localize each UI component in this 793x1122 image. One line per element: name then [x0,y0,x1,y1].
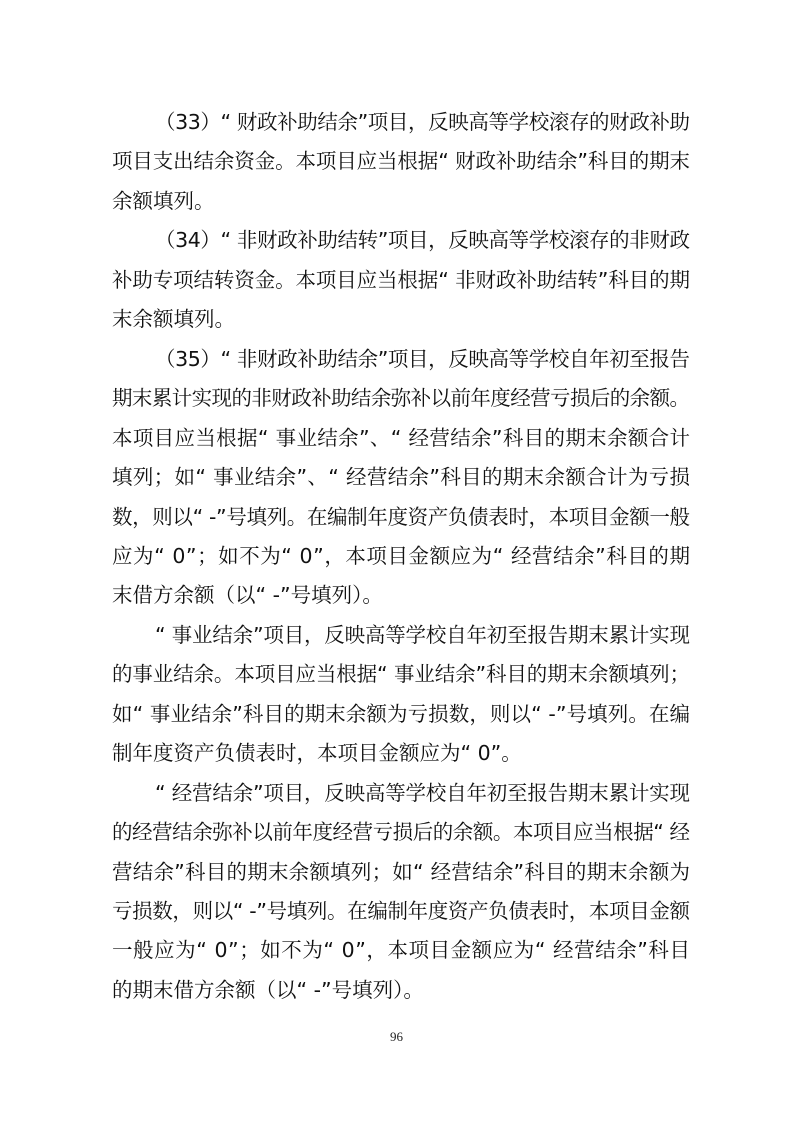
text-line-content: 制年度资产负债表时，本项目金额应为“ 0”。 [112,741,522,765]
text-line-content: （33）“ 财政补助结余”项目，反映高等学校滚存的财政补助 [155,110,690,134]
text-line-content: 亏损数，则以“ -”号填列。在编制年度资产负债表时，本项目金额 [112,899,690,923]
text-line [0,462,793,492]
text-line-content: 如“ 事业结余”科目的期末余额为亏损数，则以“ -”号填列。在编 [112,702,691,726]
text-line-content: 末借方余额（以“ -”号填列）。 [112,583,383,607]
text-line-content: 余额填列。 [112,189,215,213]
text-line [0,265,793,295]
text-line-content: 项目支出结余资金。本项目应当根据“ 财政补助结余”科目的期末 [112,149,690,173]
text-line-content: 的期末借方余额（以“ -”号填列）。 [112,978,424,1002]
text-line-content: 营结余”科目的期末余额填列；如“ 经营结余”科目的期末余额为 [112,860,691,884]
page-number: 96 [390,1029,403,1044]
text-line-content: 数，则以“ -”号填列。在编制年度资产负债表时，本项目金额一般 [112,505,690,529]
text-line-content: 应为“ 0”；如不为“ 0”，本项目金额应为“ 经营结余”科目的期 [112,544,691,568]
text-line [0,580,793,610]
text-line [0,304,793,334]
text-line-content: 的事业结余。本项目应当根据“ 事业结余”科目的期末余额填列； [112,662,690,686]
text-line [0,146,793,176]
text-line [0,107,793,137]
text-line [0,659,793,689]
text-line [0,778,793,808]
text-line [0,817,793,847]
text-line [0,935,793,965]
text-line-content: （34）“ 非财政补助结转”项目，反映高等学校滚存的非财政 [155,228,690,252]
text-line [0,857,793,887]
text-line [0,383,793,413]
text-line [0,896,793,926]
text-line [0,186,793,216]
text-line-content: 的经营结余弥补以前年度经营亏损后的余额。本项目应当根据“ 经 [112,820,690,844]
text-line-content: 补助专项结转资金。本项目应当根据“ 非财政补助结转”科目的期 [112,268,690,292]
text-line-content: 末余额填列。 [112,307,235,331]
text-line [0,225,793,255]
text-line-content: （35）“ 非财政补助结余”项目，反映高等学校自年初至报告 [155,347,690,371]
text-line-content: “ 事业结余”项目，反映高等学校自年初至报告期末累计实现 [155,623,690,647]
text-line [0,738,793,768]
text-line [0,423,793,453]
text-line [0,541,793,571]
text-line [0,502,793,532]
text-line [0,975,793,1005]
text-line-content: 一般应为“ 0”；如不为“ 0”，本项目金额应为“ 经营结余”科目 [112,938,691,962]
text-line [0,620,793,650]
text-line-content: 期末累计实现的非财政补助结余弥补以前年度经营亏损后的余额。 [112,386,690,410]
text-line-content: “ 经营结余”项目，反映高等学校自年初至报告期末累计实现 [155,781,690,805]
text-line-content: 本项目应当根据“ 事业结余”、“ 经营结余”科目的期末余额合计 [112,426,691,450]
text-line [0,699,793,729]
text-line-content: 填列；如“ 事业结余”、“ 经营结余”科目的期末余额合计为亏损 [112,465,691,489]
text-line [0,344,793,374]
